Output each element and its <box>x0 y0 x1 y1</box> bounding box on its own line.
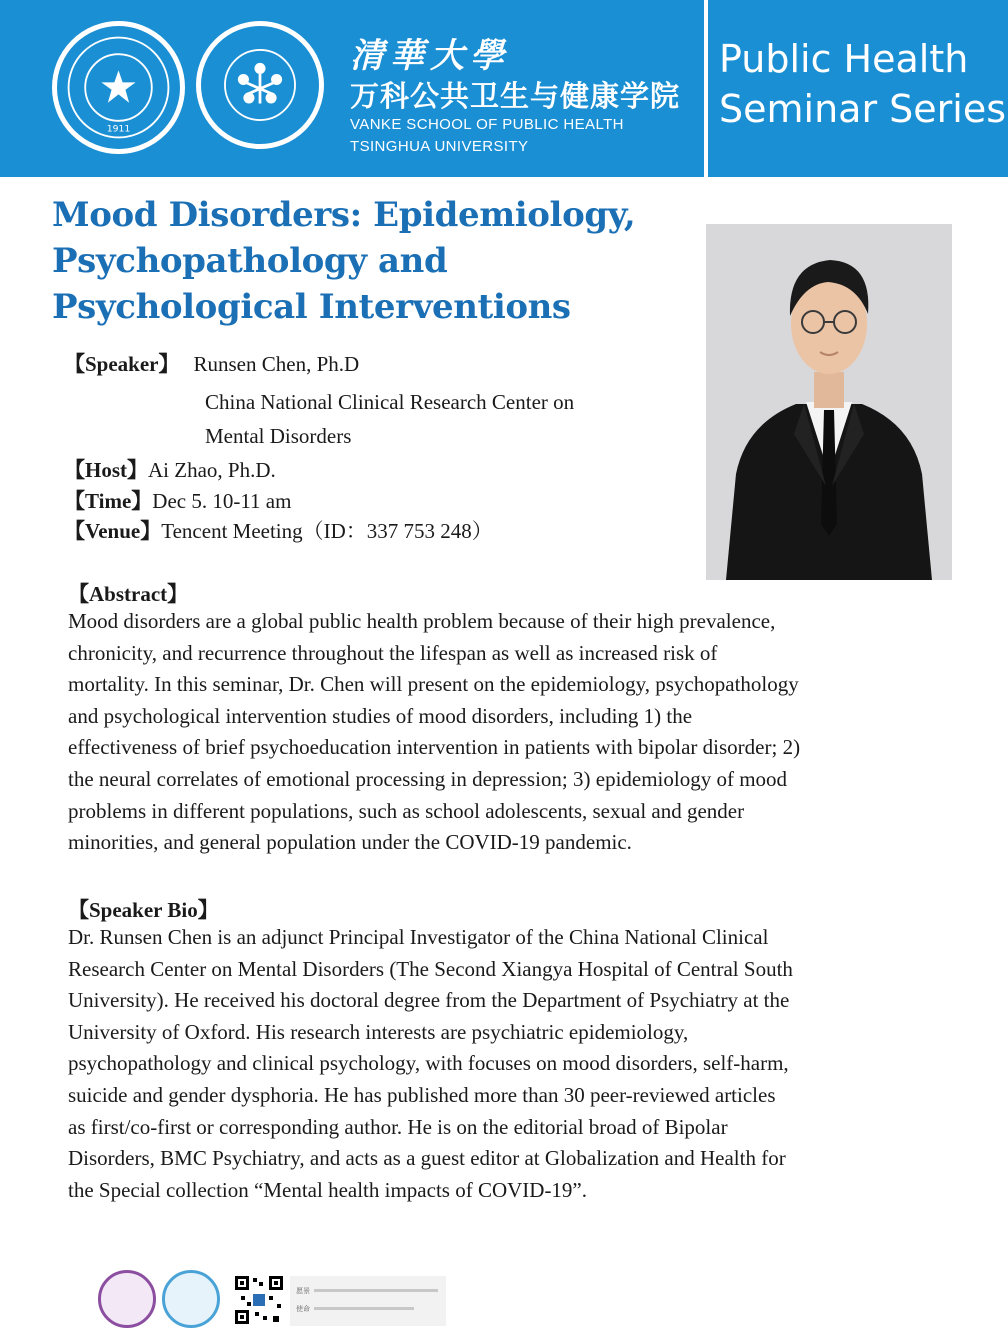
speaker-row <box>64 348 359 378</box>
mission-label: 使命 <box>296 1305 310 1313</box>
university-name-english: TSINGHUA UNIVERSITY <box>350 138 529 155</box>
vanke-footer-seal-logo <box>162 1270 220 1328</box>
speaker-name: Runsen Chen, Ph.D <box>193 352 360 376</box>
time-row <box>64 485 291 515</box>
host-row <box>64 454 276 484</box>
abstract-line: problems in different populations, such as school adolescents, sexual and gender <box>68 798 745 823</box>
title-line-1: Mood Disorders: Epidemiology, <box>52 195 636 235</box>
abstract-heading: 【Abstract】 <box>68 582 189 606</box>
abstract-line: minorities, and general population under the COVID-19 pandemic. <box>68 830 632 855</box>
bio-line: psychopathology and clinical psychology, with focuses on mood disorders, self-harm, <box>68 1051 789 1076</box>
abstract-line: and psychological intervention studies of mood disorders, including 1) the <box>68 703 693 728</box>
abstract-line: effectiveness of brief psychoeducation intervention in patients with bipolar disorder; 2) <box>68 735 801 760</box>
seminar-title <box>52 192 692 330</box>
tsinghua-footer-seal-logo <box>98 1270 156 1328</box>
bio-line: suicide and gender dysphoria. He has published more than 30 peer-reviewed articles <box>68 1082 776 1107</box>
vision-text-line <box>314 1289 438 1292</box>
time-value: Dec 5. 10-11 am <box>152 489 292 513</box>
speaker-affiliation-line-1: China National Clinical Research Center on <box>205 390 575 414</box>
bio-line: University). He received his doctoral degree from the Department of Psychiatry at the <box>68 988 790 1013</box>
host-value: Ai Zhao, Ph.D. <box>148 458 276 482</box>
series-line-1: Public Health <box>719 37 969 81</box>
bio-line: University of Oxford. His research interests are psychiatric epidemiology, <box>68 1019 689 1044</box>
series-line-2: Seminar Series <box>719 87 1007 131</box>
venue-label: 【Venue】 <box>64 519 162 543</box>
speaker-portrait <box>706 224 952 580</box>
speaker-bio-body <box>68 922 968 1206</box>
abstract-line: chronicity, and recurrence throughout the lifespan as well as increased risk of <box>68 640 718 665</box>
header-banner <box>0 0 1008 177</box>
bio-line: as first/co-first or corresponding author. He is on the editorial broad of Bipolar <box>68 1114 728 1139</box>
qr-code-icon <box>233 1274 285 1326</box>
host-label: 【Host】 <box>64 458 148 482</box>
school-name-chinese: 万科公共卫生与健康学院 <box>350 79 681 113</box>
seminar-series-title <box>719 34 1006 134</box>
speaker-bio-heading: 【Speaker Bio】 <box>68 898 219 922</box>
school-name-english: VANKE SCHOOL OF PUBLIC HEALTH <box>350 116 624 133</box>
time-label: 【Time】 <box>64 489 153 513</box>
abstract-line: mortality. In this seminar, Dr. Chen will present on the epidemiology, psychopathology <box>68 672 799 697</box>
title-line-3: Psychological Interventions <box>52 287 571 327</box>
bio-line: the Special collection “Mental health impacts of COVID-19”. <box>68 1177 588 1202</box>
vision-label: 愿景 <box>296 1287 310 1295</box>
vanke-school-seal-logo <box>196 21 324 149</box>
tsinghua-seal-logo <box>52 21 185 154</box>
bio-line: Disorders, BMC Psychiatry, and acts as a guest editor at Globalization and Health for <box>68 1146 786 1171</box>
speaker-affiliation-line-2: Mental Disorders <box>205 424 352 448</box>
venue-row <box>64 515 493 545</box>
title-line-2: Psychopathology and <box>52 241 448 281</box>
bio-line: Dr. Runsen Chen is an adjunct Principal Investigator of the China National Clinical <box>68 925 769 949</box>
seal-year: 1911 <box>106 123 131 135</box>
school-name-chinese-calligraphy: 清華大學 <box>350 36 510 76</box>
mission-text-line <box>314 1307 414 1310</box>
header-divider <box>704 0 708 177</box>
footer-motto-strip <box>290 1276 446 1326</box>
abstract-line: the neural correlates of emotional processing in depression; 3) epidemiology of mood <box>68 766 788 791</box>
speaker-label: 【Speaker】 <box>64 352 180 376</box>
abstract-body <box>68 606 968 859</box>
venue-value: Tencent Meeting（ID：337 753 248） <box>161 519 493 543</box>
bio-line: Research Center on Mental Disorders (The Second Xiangya Hospital of Central South <box>68 956 793 981</box>
abstract-line: Mood disorders are a global public health problem because of their high prevalence, <box>68 609 776 633</box>
